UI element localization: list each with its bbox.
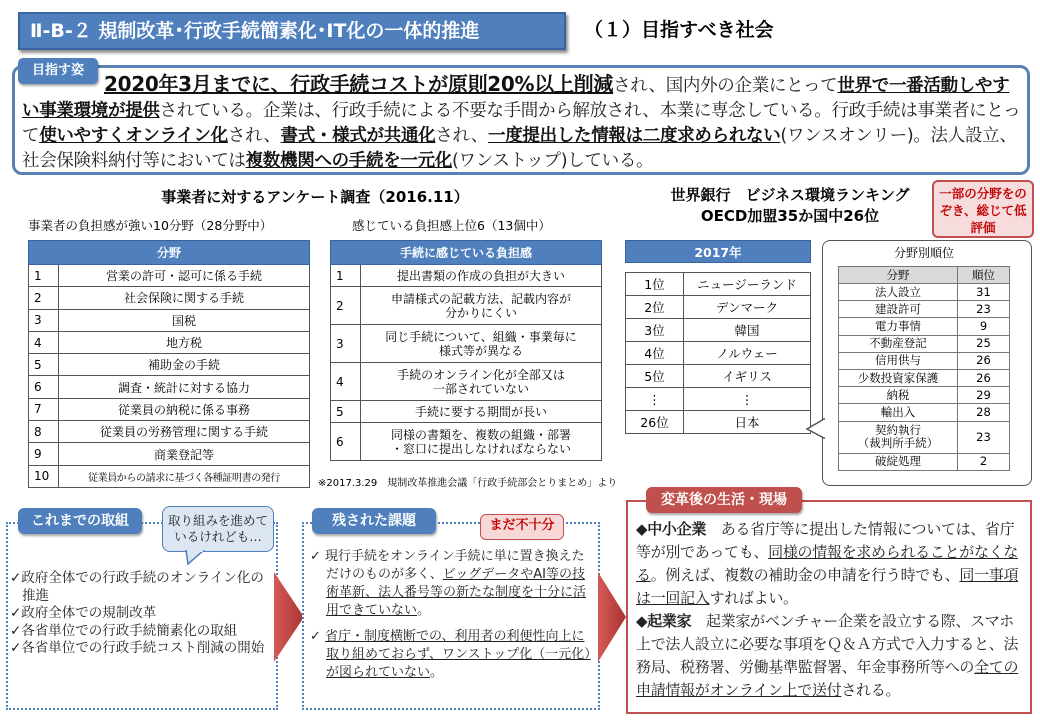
rank-cell: 4位 bbox=[626, 342, 684, 365]
table-row bbox=[839, 335, 1010, 352]
rank-cell: 26 bbox=[958, 352, 1010, 369]
row-number: 5 bbox=[29, 354, 59, 376]
goal-text bbox=[22, 72, 1022, 174]
rank-cell: 5位 bbox=[626, 365, 684, 388]
row-text: 調査・統計に対する協力 bbox=[59, 376, 310, 398]
issue-emphasis: 省庁・制度横断での、利用者の利便性向上に取り組めておらず、 bbox=[325, 629, 585, 662]
rank-cell: 28 bbox=[958, 404, 1010, 421]
flow-arrow-right-icon bbox=[598, 572, 626, 662]
row-number: 2 bbox=[29, 287, 59, 309]
past-efforts-list bbox=[10, 570, 272, 658]
table-row bbox=[626, 342, 811, 365]
ranking-subtitle: OECD加盟35か国中26位 bbox=[700, 207, 880, 225]
entrepreneur-text-2: される。 bbox=[841, 681, 901, 699]
rank-cell: 25 bbox=[958, 335, 1010, 352]
row-number: 1 bbox=[29, 265, 59, 287]
flow-arrow-right-icon bbox=[274, 572, 304, 662]
field-cell: 不動産登記 bbox=[839, 335, 958, 352]
issue-text: ✓ 現行手続をオンライン手続に単に置き換えただけのものが多く、 bbox=[310, 549, 585, 582]
row-number: 3 bbox=[29, 309, 59, 331]
table-row bbox=[331, 287, 602, 325]
section-title: Ⅱ-B-２ 規制改革･行政手続簡素化･IT化の一体的推進 bbox=[30, 20, 480, 42]
rank-cell: 26位 bbox=[626, 411, 684, 434]
table-row bbox=[331, 401, 602, 423]
ranking-title: 世界銀行 ビジネス環境ランキング bbox=[670, 186, 910, 204]
rank-cell: 23 bbox=[958, 301, 1010, 318]
sme-emphasis-2: 同一事項は一回記入 bbox=[636, 566, 1019, 607]
rank-cell: 1位 bbox=[626, 273, 684, 296]
burden-fields-header: 分野 bbox=[29, 241, 310, 265]
after-transformation-tag: 変革後の生活・現場 bbox=[646, 487, 802, 513]
spacer bbox=[626, 263, 811, 273]
row-number: 2 bbox=[331, 287, 361, 325]
goal-text-4: され、 bbox=[435, 126, 489, 146]
table-row bbox=[626, 296, 811, 319]
field-ranking-title: 分野別順位 bbox=[893, 246, 954, 260]
country-cell: デンマーク bbox=[684, 296, 811, 319]
goal-bold-5: 一度提出した情報は二度求められない bbox=[488, 126, 781, 146]
field-cell: 建設許可 bbox=[839, 301, 958, 318]
row-number: 10 bbox=[29, 465, 59, 487]
section-subtitle: （１）目指すべき社会 bbox=[584, 19, 774, 41]
remaining-issues-list bbox=[310, 548, 592, 690]
table-row bbox=[29, 354, 310, 376]
row-number: 8 bbox=[29, 421, 59, 443]
row-text-line1: 同じ手続について、組織・事業毎に bbox=[385, 329, 577, 344]
table-row bbox=[29, 443, 310, 465]
field-cell: 電力事情 bbox=[839, 318, 958, 335]
table-row bbox=[29, 398, 310, 420]
table-row bbox=[29, 309, 310, 331]
list-item: ✓政府全体での規制改革 bbox=[10, 605, 157, 621]
row-number: 4 bbox=[29, 331, 59, 353]
ranking-table bbox=[625, 240, 811, 434]
row-text bbox=[361, 287, 602, 325]
rank-cell: 31 bbox=[958, 284, 1010, 301]
row-text-line2: 一部されていない bbox=[432, 381, 529, 396]
table-row bbox=[626, 388, 811, 411]
table-row bbox=[839, 318, 1010, 335]
goal-tag: 目指す姿 bbox=[18, 58, 98, 84]
row-number: 6 bbox=[331, 423, 361, 461]
rank-cell: 23 bbox=[958, 421, 1010, 453]
rank-cell: 9 bbox=[958, 318, 1010, 335]
field-cell-line1: 契約執行 bbox=[875, 423, 921, 437]
table-row bbox=[29, 376, 310, 398]
table-row bbox=[839, 352, 1010, 369]
list-item: ✓政府全体での行政手続のオンライン化の推進 bbox=[10, 570, 264, 604]
bubble-tail bbox=[184, 550, 208, 566]
entrepreneur-text-1: 起業家がベンチャー企業を設立する際、スマホ上で法人設立に必要な事項をＱ＆Ａ方式で入力すると、法務局、税務署、労働基準監督署、年金事務所等への bbox=[636, 612, 1019, 676]
country-cell: 韓国 bbox=[684, 319, 811, 342]
row-text-line1: 提出書類の作成の負担が大きい bbox=[396, 268, 565, 283]
survey-title: 事業者に対するアンケート調査（2016.11） bbox=[161, 188, 469, 206]
past-efforts-tag: これまでの取組 bbox=[18, 508, 142, 534]
survey-left-note: 事業者の負担感が強い10分野（28分野中） bbox=[28, 218, 273, 233]
table-row bbox=[29, 465, 310, 487]
not-enough-badge: まだ不十分 bbox=[480, 514, 564, 540]
rank-cell: 29 bbox=[958, 387, 1010, 404]
callout-pointer bbox=[805, 418, 827, 440]
list-item bbox=[310, 548, 592, 620]
row-text bbox=[361, 423, 602, 461]
country-cell: ノルウェー bbox=[684, 342, 811, 365]
goal-bold-4: 書式・様式が共通化 bbox=[280, 126, 436, 146]
table-row bbox=[839, 387, 1010, 404]
row-text bbox=[361, 265, 602, 287]
issue-text-end: 。 bbox=[417, 603, 431, 618]
burden-types-table bbox=[330, 240, 602, 461]
row-text-line1: 同様の書類を、複数の組織・部署 bbox=[390, 427, 571, 442]
goal-text-5: (ワンスオンリー)。法人設立、社会保険料納付等においては bbox=[22, 126, 1017, 171]
sme-emphasis-1: 同様の情報を求められることがなくなる bbox=[636, 543, 1019, 584]
row-text-line1: 手続に要する期間が長い bbox=[414, 404, 547, 419]
row-number: 9 bbox=[29, 443, 59, 465]
field-cell: 納税 bbox=[839, 387, 958, 404]
table-row bbox=[331, 325, 602, 363]
row-text bbox=[361, 363, 602, 401]
country-cell: ⋮ bbox=[684, 388, 811, 411]
goal-bold-2: 世界で一番活動しやすい事業環境が提供 bbox=[22, 76, 1010, 121]
table-row bbox=[839, 284, 1010, 301]
row-text: 営業の許可・認可に係る手続 bbox=[59, 265, 310, 287]
table-row bbox=[29, 287, 310, 309]
section-title-bar bbox=[18, 12, 566, 50]
field-header: 分野 bbox=[839, 267, 958, 284]
country-cell: イギリス bbox=[684, 365, 811, 388]
row-text: 社会保険に関する手続 bbox=[59, 287, 310, 309]
row-text-line2: ・窓口に提出しなければならない bbox=[390, 441, 571, 456]
list-item bbox=[310, 628, 592, 682]
progress-bubble: 取り組みを進めているけれども… bbox=[162, 506, 274, 552]
row-number: 6 bbox=[29, 376, 59, 398]
row-text-line1: 手続のオンライン化が全部又は bbox=[397, 367, 565, 382]
row-text: 地方税 bbox=[59, 331, 310, 353]
row-number: 4 bbox=[331, 363, 361, 401]
list-item: ✓各省単位での行政手続コスト削減の開始 bbox=[10, 640, 265, 656]
table-row bbox=[626, 365, 811, 388]
field-cell: 信用供与 bbox=[839, 352, 958, 369]
survey-footnote: ※2017.3.29 規制改革推進会議「行政手続部会とりまとめ」より bbox=[318, 478, 618, 489]
issue-text: ✓ bbox=[310, 629, 326, 644]
survey-right-note: 感じている負担感上位6（13個中） bbox=[352, 218, 551, 233]
row-text: 国税 bbox=[59, 309, 310, 331]
row-text: 補助金の手続 bbox=[59, 354, 310, 376]
goal-bold-6: 複数機関への手続を一元化 bbox=[245, 151, 453, 171]
sme-text-1: ある省庁等に提出した情報については、省庁等が別であっても、 bbox=[636, 520, 1015, 561]
row-text bbox=[361, 401, 602, 423]
table-row bbox=[626, 319, 811, 342]
table-row bbox=[626, 411, 811, 434]
sme-text-3: すればよい。 bbox=[709, 589, 798, 607]
row-number: 7 bbox=[29, 398, 59, 420]
table-row bbox=[29, 331, 310, 353]
goal-bold-3: 使いやすくオンライン化 bbox=[39, 126, 228, 146]
table-row bbox=[839, 404, 1010, 421]
row-text: 従業員の労務管理に関する手続 bbox=[59, 421, 310, 443]
field-cell bbox=[839, 421, 958, 453]
table-row bbox=[839, 421, 1010, 453]
field-cell: 少数投資家保護 bbox=[839, 369, 958, 386]
rank-cell: 3位 bbox=[626, 319, 684, 342]
field-cell: 破綻処理 bbox=[839, 453, 958, 470]
table-row bbox=[626, 273, 811, 296]
entrepreneur-scenario bbox=[636, 610, 1028, 702]
sme-scenario bbox=[636, 518, 1028, 610]
row-number: 3 bbox=[331, 325, 361, 363]
table-row bbox=[29, 421, 310, 443]
row-number: 1 bbox=[331, 265, 361, 287]
table-row bbox=[331, 423, 602, 461]
row-text bbox=[361, 325, 602, 363]
field-cell: 法人設立 bbox=[839, 284, 958, 301]
issue-emphasis-2: ワンストップ化（一元化）が図られていない bbox=[326, 647, 591, 680]
rank-cell: 2位 bbox=[626, 296, 684, 319]
goal-bold-1: 2020年3月までに、行政手続コストが原則20%以上削減 bbox=[104, 72, 614, 96]
sme-text-2: 。例えば、複数の補助金の申請を行う時でも、 bbox=[650, 566, 960, 584]
table-row bbox=[331, 363, 602, 401]
row-text: 従業員の納税に係る事務 bbox=[59, 398, 310, 420]
ranking-year-header: 2017年 bbox=[626, 241, 811, 263]
table-row bbox=[331, 265, 602, 287]
low-evaluation-badge: 一部の分野をのぞき、総じて低評価 bbox=[932, 180, 1034, 238]
rank-cell: 2 bbox=[958, 453, 1010, 470]
goal-text-1: され、国内外の企業にとって bbox=[613, 76, 838, 96]
row-number: 5 bbox=[331, 401, 361, 423]
row-text-line2: 分かりにくい bbox=[444, 305, 517, 320]
row-text: 従業員からの請求に基づく各種証明書の発行 bbox=[59, 465, 310, 487]
country-cell: ニュージーランド bbox=[684, 273, 811, 296]
row-text-line2: 様式等が異なる bbox=[438, 343, 523, 358]
entrepreneur-heading: ◆起業家 bbox=[636, 612, 692, 630]
issue-text-end: 。 bbox=[430, 665, 444, 680]
issue-emphasis: ビッグデータやAI等の技術革新、法人番号等の新たな制度を十分に活用できていない bbox=[326, 567, 587, 618]
field-cell-line2: （裁判所手続） bbox=[857, 436, 939, 450]
entrepreneur-emphasis: 全ての申請情報がオンライン上で送付 bbox=[636, 658, 1019, 699]
burden-fields-table bbox=[28, 240, 310, 488]
goal-text-3: され、 bbox=[227, 126, 281, 146]
sme-heading: ◆中小企業 bbox=[636, 520, 707, 538]
rank-header: 順位 bbox=[958, 267, 1010, 284]
field-cell: 輸出入 bbox=[839, 404, 958, 421]
field-ranking-table bbox=[838, 266, 1010, 471]
goal-text-2: されている。企業は、行政手続による不要な手間から解放され、本業に専念している。行政手続は事業者にとって bbox=[22, 101, 1021, 146]
row-text: 商業登記等 bbox=[59, 443, 310, 465]
country-cell: 日本 bbox=[684, 411, 811, 434]
table-row bbox=[29, 265, 310, 287]
after-transformation-text bbox=[636, 518, 1028, 702]
remaining-issues-tag: 残された課題 bbox=[312, 508, 436, 534]
rank-cell: ⋮ bbox=[626, 388, 684, 411]
list-item: ✓各省単位での行政手続簡素化の取組 bbox=[10, 622, 238, 639]
rank-cell: 26 bbox=[958, 369, 1010, 386]
table-row bbox=[839, 301, 1010, 318]
row-text-line1: 申請様式の記載方法、記載内容が bbox=[390, 291, 571, 306]
goal-text-6: (ワンストップ)している。 bbox=[452, 151, 654, 171]
table-row bbox=[839, 369, 1010, 386]
table-row bbox=[839, 453, 1010, 470]
burden-types-header: 手続に感じている負担感 bbox=[331, 241, 602, 265]
